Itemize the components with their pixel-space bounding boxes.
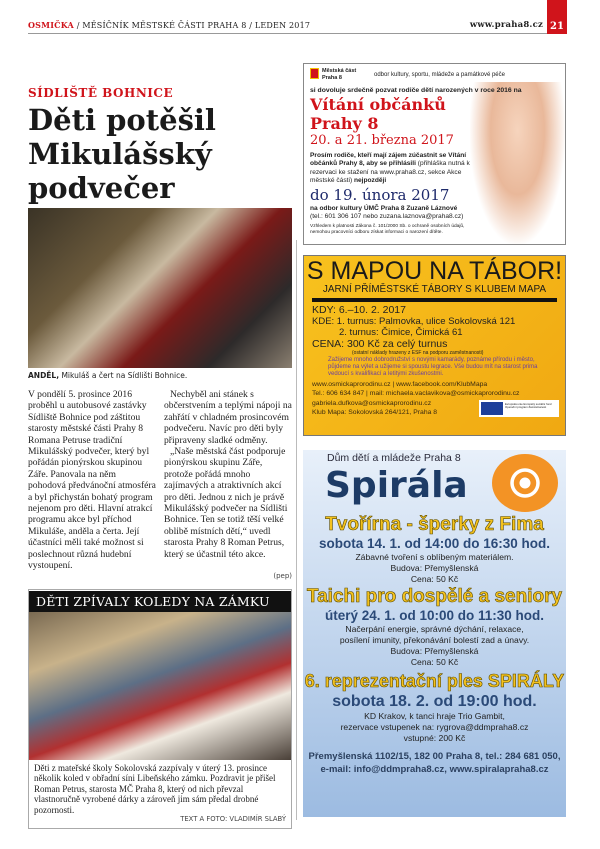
sidebar-box — [28, 589, 292, 830]
ad2-address: Klub Mapa: Sokolovská 264/121, Praha 8 — [312, 409, 438, 417]
event-line: Budova: Přemyšlenská — [390, 646, 479, 656]
ad3-events — [303, 514, 566, 776]
article-photo — [28, 208, 292, 368]
divider — [312, 298, 557, 302]
header-subtitle: / MĚSÍČNÍK MĚSTSKÉ ČÁSTI PRAHA 8 / LEDEN 2017 — [73, 21, 311, 30]
right-column — [303, 63, 566, 817]
ad-body: Prosím rodiče, kteří mají zájem zúčastnit se Vítání občánků Prahy 8, aby se přihlásili (přihláška nutná k rezervaci ke stažení na www.praha8.cz, sekce Akce městské části) nejpozději — [310, 152, 470, 185]
ad3-contact[interactable]: e-mail: info@ddmpraha8.cz, www.spiralapraha8.cz — [320, 764, 549, 775]
ad-header-row — [310, 68, 559, 82]
event-date: úterý 24. 1. od 10:00 do 11:30 hod. — [324, 608, 545, 623]
article-column-2: Nechyběl ani stánek s občerstvením a teplými nápoji na zahřátí v chladném prosincovém podvečeru. Navíc pro děti byly připraveny sladké odměny. „Naše městská část podporuje pionýrskou skupinu Záře, protože pořádá mnoho zajímavých a atraktivních akcí pro děti. Jednou z nich je právě Mikulášský podvečer na Sídlišti Bohnice. Ten se totiž těší velké oblibě místních dětí,“ uvedl starosta Prahy 8 Roman Petrus, který se účastnil této akce. — [164, 389, 292, 560]
left-column — [28, 86, 292, 829]
article-kicker: SÍDLIŠTĚ BOHNICE — [28, 86, 174, 100]
event-title: Tvořírna - šperky z Fima — [325, 514, 544, 535]
ad2-title: S MAPOU NA TÁBOR! — [306, 257, 563, 285]
event-date: sobota 18. 2. od 19:00 hod. — [332, 693, 537, 710]
event-line: KD Krakov, k tanci hraje Trio Gambit, — [364, 711, 505, 721]
ad-contact-details: (tel.: 601 306 107 nebo zuzana.laznova@praha8.cz) — [310, 213, 464, 221]
ad3-address: Přemyšlenská 1102/15, 182 00 Praha 8, tel.: 284 681 050, — [308, 751, 561, 762]
photo-caption: ANDĚL, Mikuláš a čert na Sídlišti Bohnice. — [28, 371, 188, 380]
page-header — [28, 20, 565, 34]
ad2-web[interactable]: www.osmickaprorodinu.cz | www.facebook.com/KlubMapa — [312, 380, 488, 388]
article-body — [28, 389, 292, 572]
event-title: 6. reprezentační ples SPIRÁLY — [304, 671, 565, 691]
event-date: sobota 14. 1. od 14:00 do 16:30 hod. — [318, 536, 551, 551]
brand: OSMIČKA — [28, 20, 74, 30]
box-photo — [29, 612, 291, 760]
ad-contact: na odbor kultury ÚMČ Praha 8 Zuzaně Láznové — [310, 204, 458, 212]
ad-klub-mapa — [303, 255, 566, 436]
praha8-logo: Městská část Praha 8 — [310, 68, 366, 82]
ad2-price: CENA: 300 Kč za celý turnus — [312, 338, 448, 350]
ad3-brand: Spirála — [325, 465, 468, 506]
article-column-1: V pondělí 5. prosince 2016 proběhl u autobusové zastávky Sídliště Bohnice pod záštitou starosty městské části Prahy 8 Romana Petruse tradiční Mikulášský podvečer, který byl pořádán pionýrskou skupinou Záře. Panovala na něm pohodová předvánoční atmosféra a byl přichystán bohatý program nejenom pro děti. Hlavní atrakcí programu akce byl příchod Mikuláše, anděla a čerta. Její účastníci měli také možnost si poslechnout různá hudební vystoupení. — [28, 389, 156, 572]
ad3-org: Dům dětí a mládeže Praha 8 — [327, 452, 461, 464]
event-line: Zábavné tvoření s oblíbeným materiálem. — [355, 552, 514, 562]
eu-flag-icon — [481, 402, 503, 415]
column-divider — [296, 240, 297, 820]
event-title: Taichi pro dospělé a seniory — [306, 586, 563, 607]
event-line: Cena: 50 Kč — [410, 574, 459, 584]
ad2-subtitle: JARNÍ PŘÍMĚSTSKÉ TÁBORY S KLUBEM MAPA — [322, 284, 547, 295]
ad-spirala — [303, 450, 566, 817]
ad2-footer-row — [312, 399, 559, 418]
box-title: DĚTI ZPÍVALY KOLEDY NA ZÁMKU — [29, 591, 291, 612]
page-number: 21 — [547, 0, 567, 34]
ad-title: Vítání občánků Prahy 8 — [310, 95, 446, 133]
ad2-price-note: (ostatní náklady hrazeny z ESF na podporu zaměstnanosti) — [352, 350, 484, 356]
website-link[interactable]: www.praha8.cz — [469, 20, 543, 30]
coat-of-arms-icon — [310, 68, 319, 79]
event-line: rezervace vstupenek na: rygrova@ddmpraha8.cz — [340, 722, 529, 732]
ad-dept: odbor kultury, sportu, mládeže a památkové péče — [374, 72, 505, 78]
box-caption: Děti z mateřské školy Sokolovská zazpívaly v úterý 13. prosince několik koled v obřadní síni Libeňského zámku. Pozdravit je přišel Roman Petrus, starosta MČ Praha 8, který od nich převzal vlastnoručně vyrobené dárky a zároveň jim sám předal drobné pozornosti. — [34, 762, 276, 815]
ad2-where1: KDE: 1. turnus: Palmovka, ulice Sokolovská 121 — [312, 316, 516, 327]
event-line: Cena: 50 Kč — [410, 657, 459, 667]
article-title: Děti potěšil Mikulášský podvečer — [28, 103, 216, 205]
ad2-tel: Tel.: 606 634 847 | mail: michaela.vaclavikova@osmickaprorodinu.cz — [312, 390, 520, 398]
ad-legal: Vzhledem k platnosti Zákona č. 101/2000 Sb. o ochraně osobních údajů, nemohou pracovníci odboru získat informaci o narození dítěte. — [310, 223, 465, 235]
ad-deadline: do 19. února 2017 — [310, 185, 450, 204]
ad-invite: si dovoluje srdečně pozvat rodiče dětí narozených v roce 2016 na — [310, 87, 522, 94]
ad2-desc: Zažijeme mnoho dobrodružství s novými kamarády, poznáme přírodu i město, půjdeme na výlet a užijeme si spoustu legrace. Vše budou mít na starost prima vedoucí s kvalifikací a letitými zkušenostmi. — [328, 357, 538, 378]
photo-credit: TEXT A FOTO: VLADIMÍR SLABÝ — [180, 815, 286, 824]
event-line: vstupné: 200 Kč — [403, 733, 466, 743]
eu-logo: Evropská unie Evropský sociální fond Operační program Zaměstnanost — [479, 400, 559, 417]
ad-vitani-obcanku — [303, 63, 566, 245]
ad2-mail: gabriela.dufkova@osmickaprorodinu.cz — [312, 399, 432, 407]
author-signature: (pep) — [273, 571, 292, 580]
ad-dates: 20. a 21. března 2017 — [310, 133, 454, 148]
ad2-when: KDY: 6.–10. 2. 2017 — [312, 304, 406, 316]
event-line: posílení imunity, překonávání bolestí zad a únavy. — [339, 635, 530, 645]
event-line: Budova: Přemyšlenská — [390, 563, 479, 573]
ad2-where2: 2. turnus: Čimice, Čimická 61 — [339, 327, 463, 338]
event-line: Načerpání energie, správné dýchání, relaxace, — [345, 624, 524, 634]
